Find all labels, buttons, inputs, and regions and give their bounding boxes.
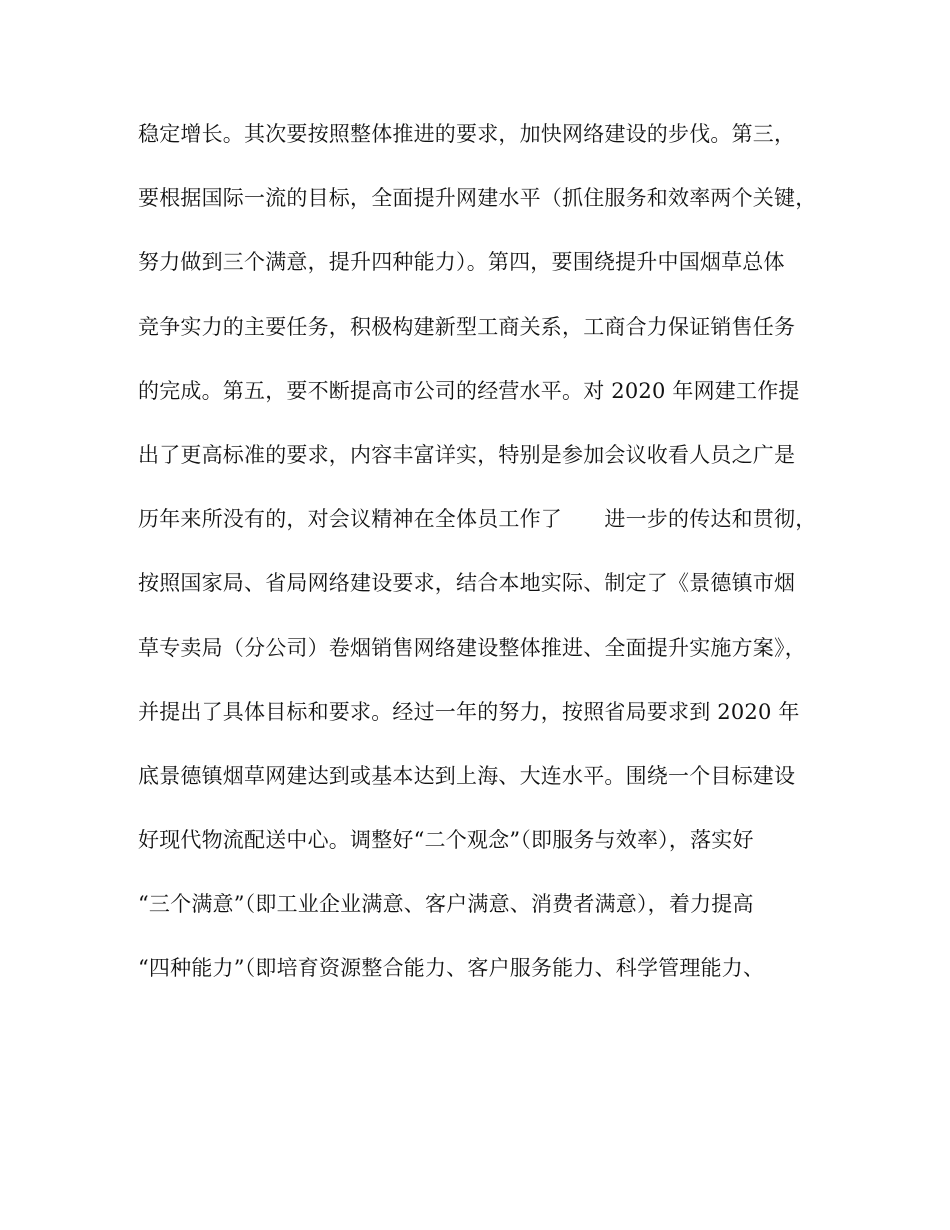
text-line: 竞争实力的主要任务，积极构建新型工商关系，工商合力保证销售任务 xyxy=(138,314,796,339)
text-line: 草专卖局（分公司）卷烟销售网络建设整体推进、全面提升实施方案》， xyxy=(138,635,806,660)
text-line: 好现代物流配送中心。调整好“二个观念”（即服务与效率），落实好 xyxy=(138,828,754,853)
text-line: 的完成。第五，要不断提高市公司的经营水平。对 2020 年网建工作提 xyxy=(138,378,800,403)
text-line: 要根据国际一流的目标，全面提升网建水平（抓住服务和效率两个关键， xyxy=(138,186,817,211)
text-line: 底景德镇烟草网建达到或基本达到上海、大连水平。围绕一个目标建设 xyxy=(138,763,796,788)
text-line: 按照国家局、省局网络建设要求，结合本地实际、制定了《景德镇市烟 xyxy=(138,571,796,596)
text-line: 出了更高标准的要求，内容丰富详实，特别是参加会议收看人员之广是 xyxy=(138,442,796,467)
text-line: 努力做到三个满意，提升四种能力）。第四，要围绕提升中国烟草总体 xyxy=(138,250,785,275)
text-line: “三个满意”（即工业企业满意、客户满意、消费者满意），着力提高 xyxy=(138,892,754,917)
body-text xyxy=(138,124,838,1023)
text-line: 并提出了具体目标和要求。经过一年的努力，按照省局要求到 2020 年 xyxy=(138,699,800,724)
text-line: 稳定增长。其次要按照整体推进的要求，加快网络建设的步伐。第三， xyxy=(138,122,796,146)
text-line: 历年来所没有的，对会议精神在全体员工作了 进一步的传达和贯彻， xyxy=(138,507,817,532)
text-line: “四种能力”（即培育资源整合能力、客户服务能力、科学管理能力、 xyxy=(138,956,765,981)
